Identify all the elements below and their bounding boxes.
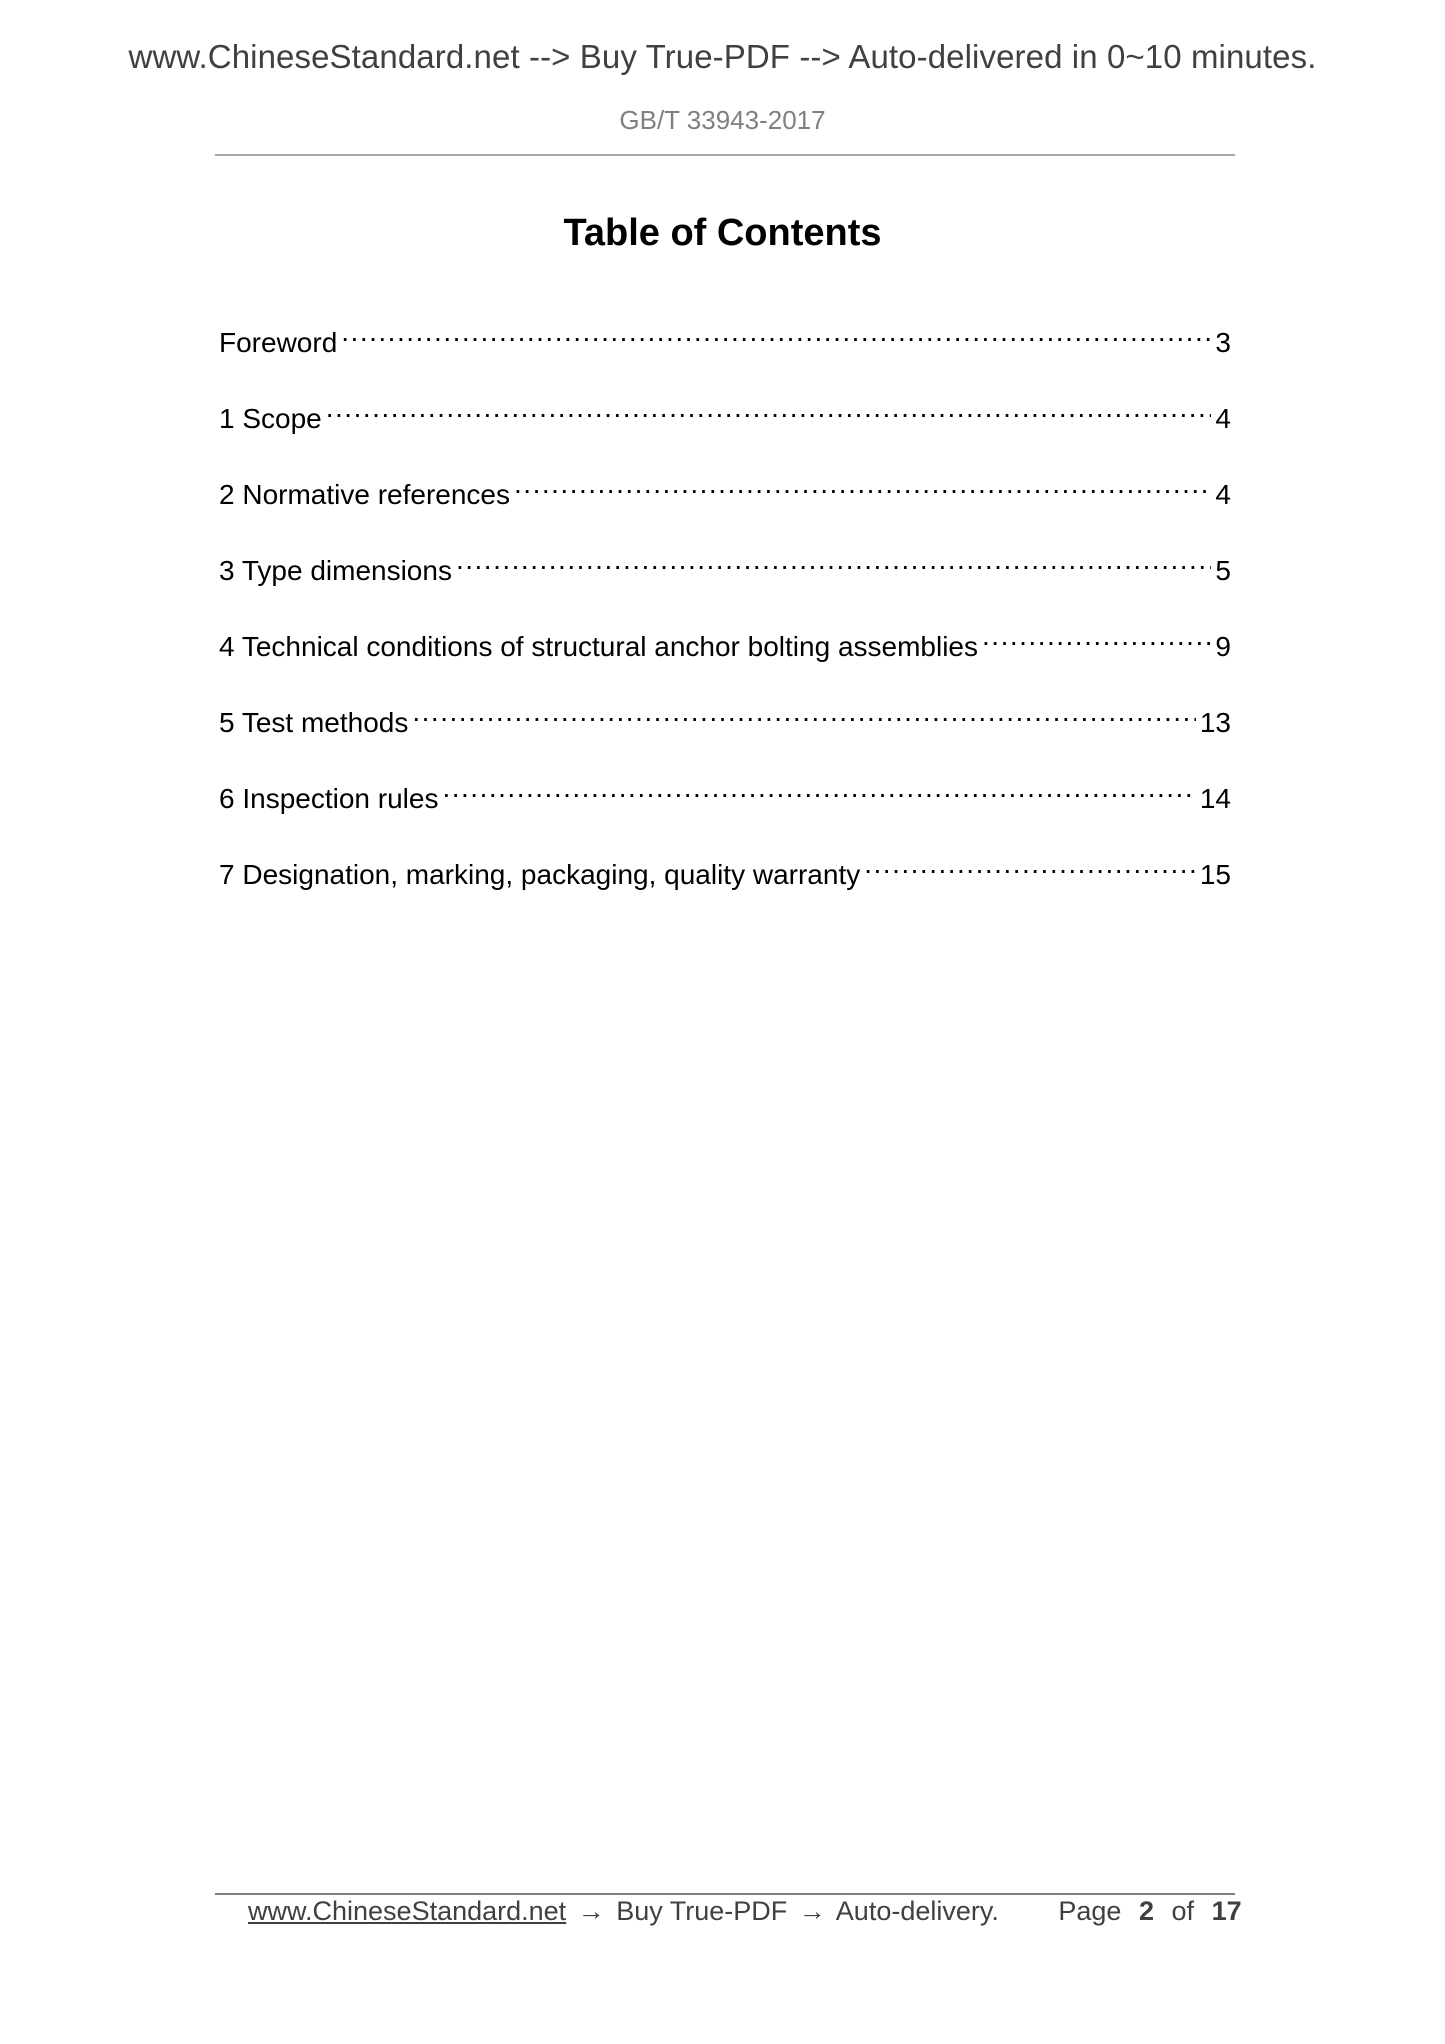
- toc-entry-foreword[interactable]: [219, 312, 1231, 388]
- toc-entry-page: 15: [1199, 859, 1231, 890]
- toc-entry-page: 13: [1199, 707, 1231, 738]
- toc-dot-leader: [341, 312, 1211, 352]
- toc-entry-normative-references[interactable]: [219, 464, 1231, 540]
- toc-entry-technical-conditions[interactable]: [219, 616, 1231, 692]
- header-divider: [215, 154, 1235, 156]
- toc-dot-leader: [864, 844, 1196, 884]
- buy-text: Buy True-PDF: [616, 1896, 788, 1926]
- page-indicator: [1058, 1896, 1251, 1926]
- toc-entry-page: 4: [1215, 479, 1231, 510]
- toc-dot-leader: [412, 692, 1195, 732]
- toc-entry-label: 1 Scope: [219, 403, 322, 434]
- toc-dot-leader: [326, 388, 1212, 428]
- toc-entry-test-methods[interactable]: [219, 692, 1231, 768]
- toc-entry-inspection-rules[interactable]: [219, 768, 1231, 844]
- page-word: Page: [1058, 1896, 1122, 1926]
- toc-list: [219, 312, 1231, 920]
- delivery-text: Auto-delivery.: [835, 1896, 999, 1926]
- total-pages-number: 17: [1211, 1896, 1242, 1926]
- toc-entry-label: 4 Technical conditions of structural anchor bolting assemblies: [219, 631, 979, 662]
- toc-dot-leader: [442, 768, 1195, 808]
- right-arrow-icon: →: [577, 1896, 605, 1926]
- toc-title: Table of Contents: [563, 212, 882, 254]
- page-footer: [248, 1896, 1248, 1927]
- toc-entry-page: 9: [1215, 631, 1231, 662]
- document-code: GB/T 33943-2017: [619, 105, 826, 135]
- toc-entry-page: 14: [1199, 783, 1231, 814]
- toc-dot-leader: [514, 464, 1211, 504]
- toc-entry-label: Foreword: [219, 327, 338, 358]
- toc-dot-leader: [982, 616, 1211, 656]
- toc-entry-page: 4: [1215, 403, 1231, 434]
- toc-entry-label: 5 Test methods: [219, 707, 409, 738]
- toc-dot-leader: [456, 540, 1211, 580]
- toc-entry-designation-marking[interactable]: [219, 844, 1231, 920]
- toc-entry-label: 6 Inspection rules: [219, 783, 439, 814]
- toc-entry-scope[interactable]: [219, 388, 1231, 464]
- toc-entry-page: 3: [1215, 327, 1231, 358]
- toc-entry-page: 5: [1215, 555, 1231, 586]
- current-page-number: 2: [1138, 1896, 1154, 1926]
- site-link[interactable]: www.ChineseStandard.net: [248, 1896, 567, 1926]
- of-word: of: [1171, 1896, 1195, 1926]
- footer-divider: [215, 1893, 1235, 1895]
- top-banner: www.ChineseStandard.net --> Buy True-PDF --> Auto-delivered in 0~10 minutes.: [128, 38, 1317, 75]
- toc-entry-label: 3 Type dimensions: [219, 555, 452, 586]
- toc-entry-type-dimensions[interactable]: [219, 540, 1231, 616]
- toc-entry-label: 7 Designation, marking, packaging, quality warranty: [219, 859, 861, 890]
- toc-entry-label: 2 Normative references: [219, 479, 511, 510]
- right-arrow-icon: →: [798, 1896, 826, 1926]
